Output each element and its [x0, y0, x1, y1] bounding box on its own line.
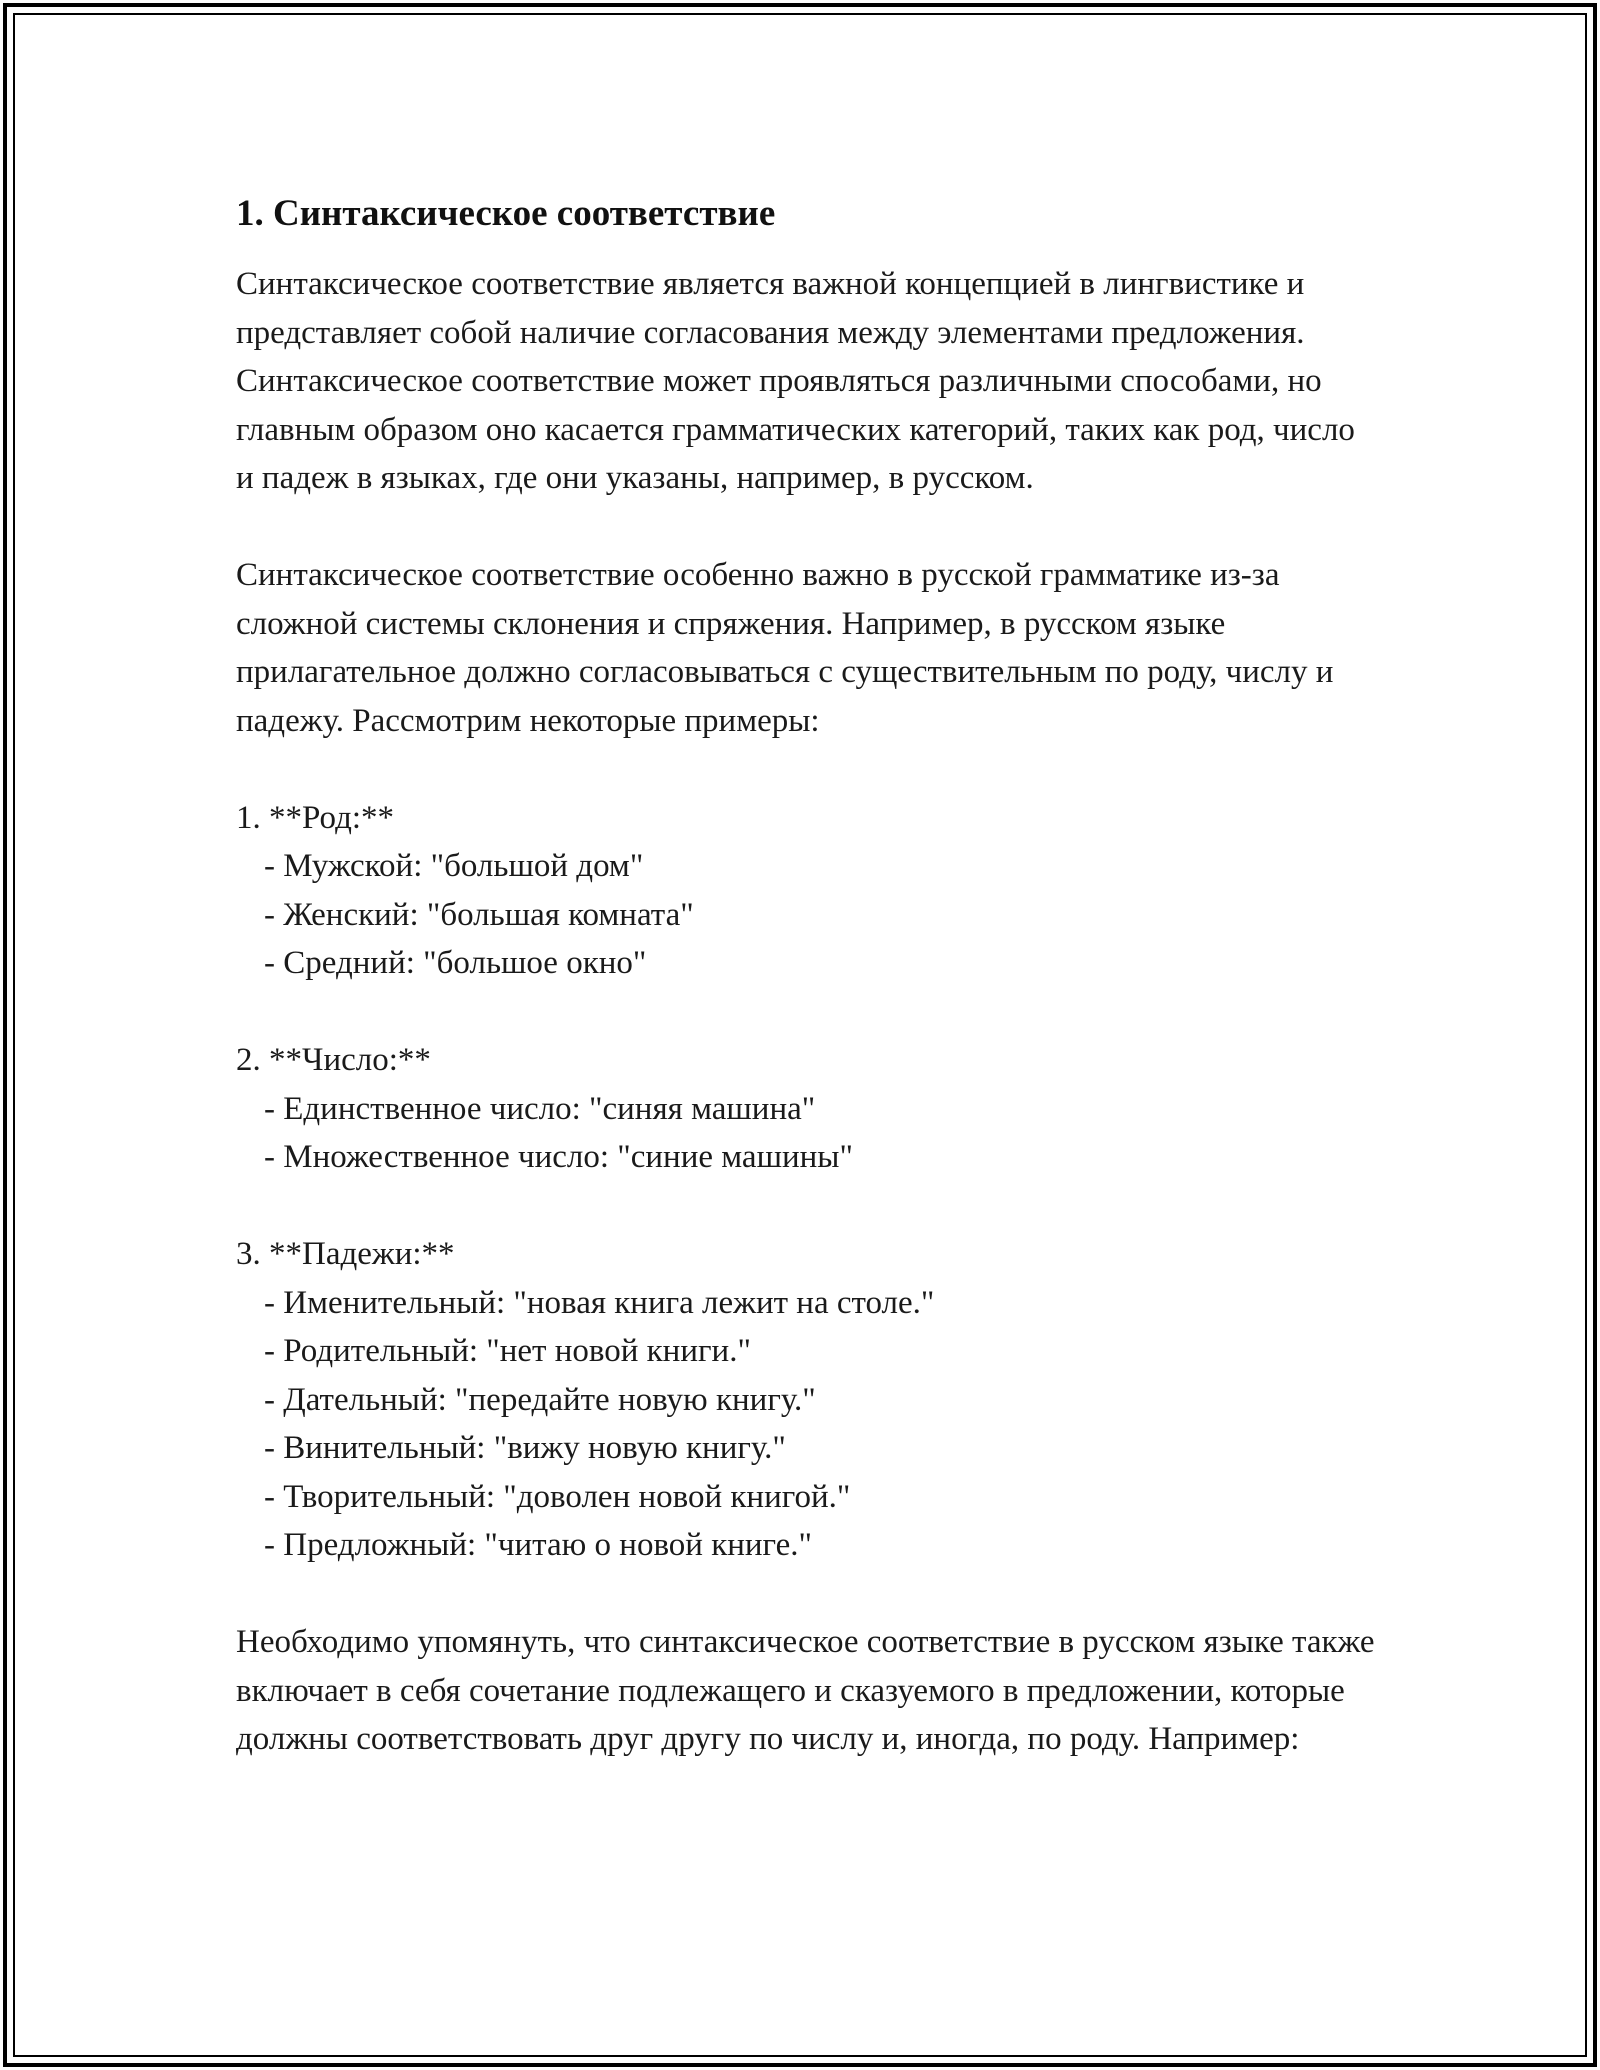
list-item: - Средний: "большое окно": [264, 945, 647, 981]
list-item: - Винительный: "вижу новую книгу.": [264, 1430, 786, 1466]
list-item: - Дательный: "передайте новую книгу.": [264, 1381, 816, 1418]
section-heading: 1. Синтаксическое соответствие: [236, 193, 776, 234]
list-title-number: 2. **Число:**: [236, 1042, 431, 1078]
spacer: [236, 1182, 1376, 1231]
list-item: - Мужской: "большой дом": [264, 848, 644, 884]
list-item: - Именительный: "новая книга лежит на столе.": [264, 1284, 935, 1321]
paragraph-conclusion: Необходимо упомянуть, что синтаксическое соответствие в русском языке также включает в себя сочетание подлежащего и сказуемого в предложении, которые должны соответствовать друг другу по числу и, иногда, по роду. Например:: [236, 1624, 1375, 1757]
list-item: - Творительный: "доволен новой книгой.": [264, 1478, 851, 1515]
list-item: - Множественное число: "синие машины": [264, 1139, 853, 1175]
document-body: [236, 186, 1376, 1764]
list-title-cases: 3. **Падежи:**: [236, 1236, 455, 1272]
paragraph-intro: Синтаксическое соответствие является важной концепцией в лингвистике и представляет собой наличие согласования между элементами предложения. Синтаксическое соответствие может проявляться различными способами, но главным образом оно касается грамматических категорий, таких как род, число и падеж в языках, где они указаны, например, в русском.: [236, 266, 1355, 496]
list-cases: [236, 1230, 1376, 1570]
list-number: [236, 1036, 1376, 1182]
spacer: [236, 988, 1376, 1037]
spacer: [236, 1570, 1376, 1619]
list-item: - Родительный: "нет новой книги.": [264, 1333, 751, 1369]
list-gender: [236, 794, 1376, 988]
list-title-gender: 1. **Род:**: [236, 799, 395, 836]
list-item: - Женский: "большая комната": [264, 896, 694, 933]
spacer: [236, 503, 1376, 552]
list-item: - Единственное число: "синяя машина": [264, 1090, 816, 1127]
list-item: - Предложный: "читаю о новой книге.": [264, 1527, 813, 1563]
spacer: [236, 745, 1376, 794]
paragraph-examples-intro: Синтаксическое соответствие особенно важно в русской грамматике из-за сложной системы склонения и спряжения. Например, в русском языке прилагательное должно согласовываться с существительным по роду, числу и падежу. Рассмотрим некоторые примеры:: [236, 557, 1334, 739]
